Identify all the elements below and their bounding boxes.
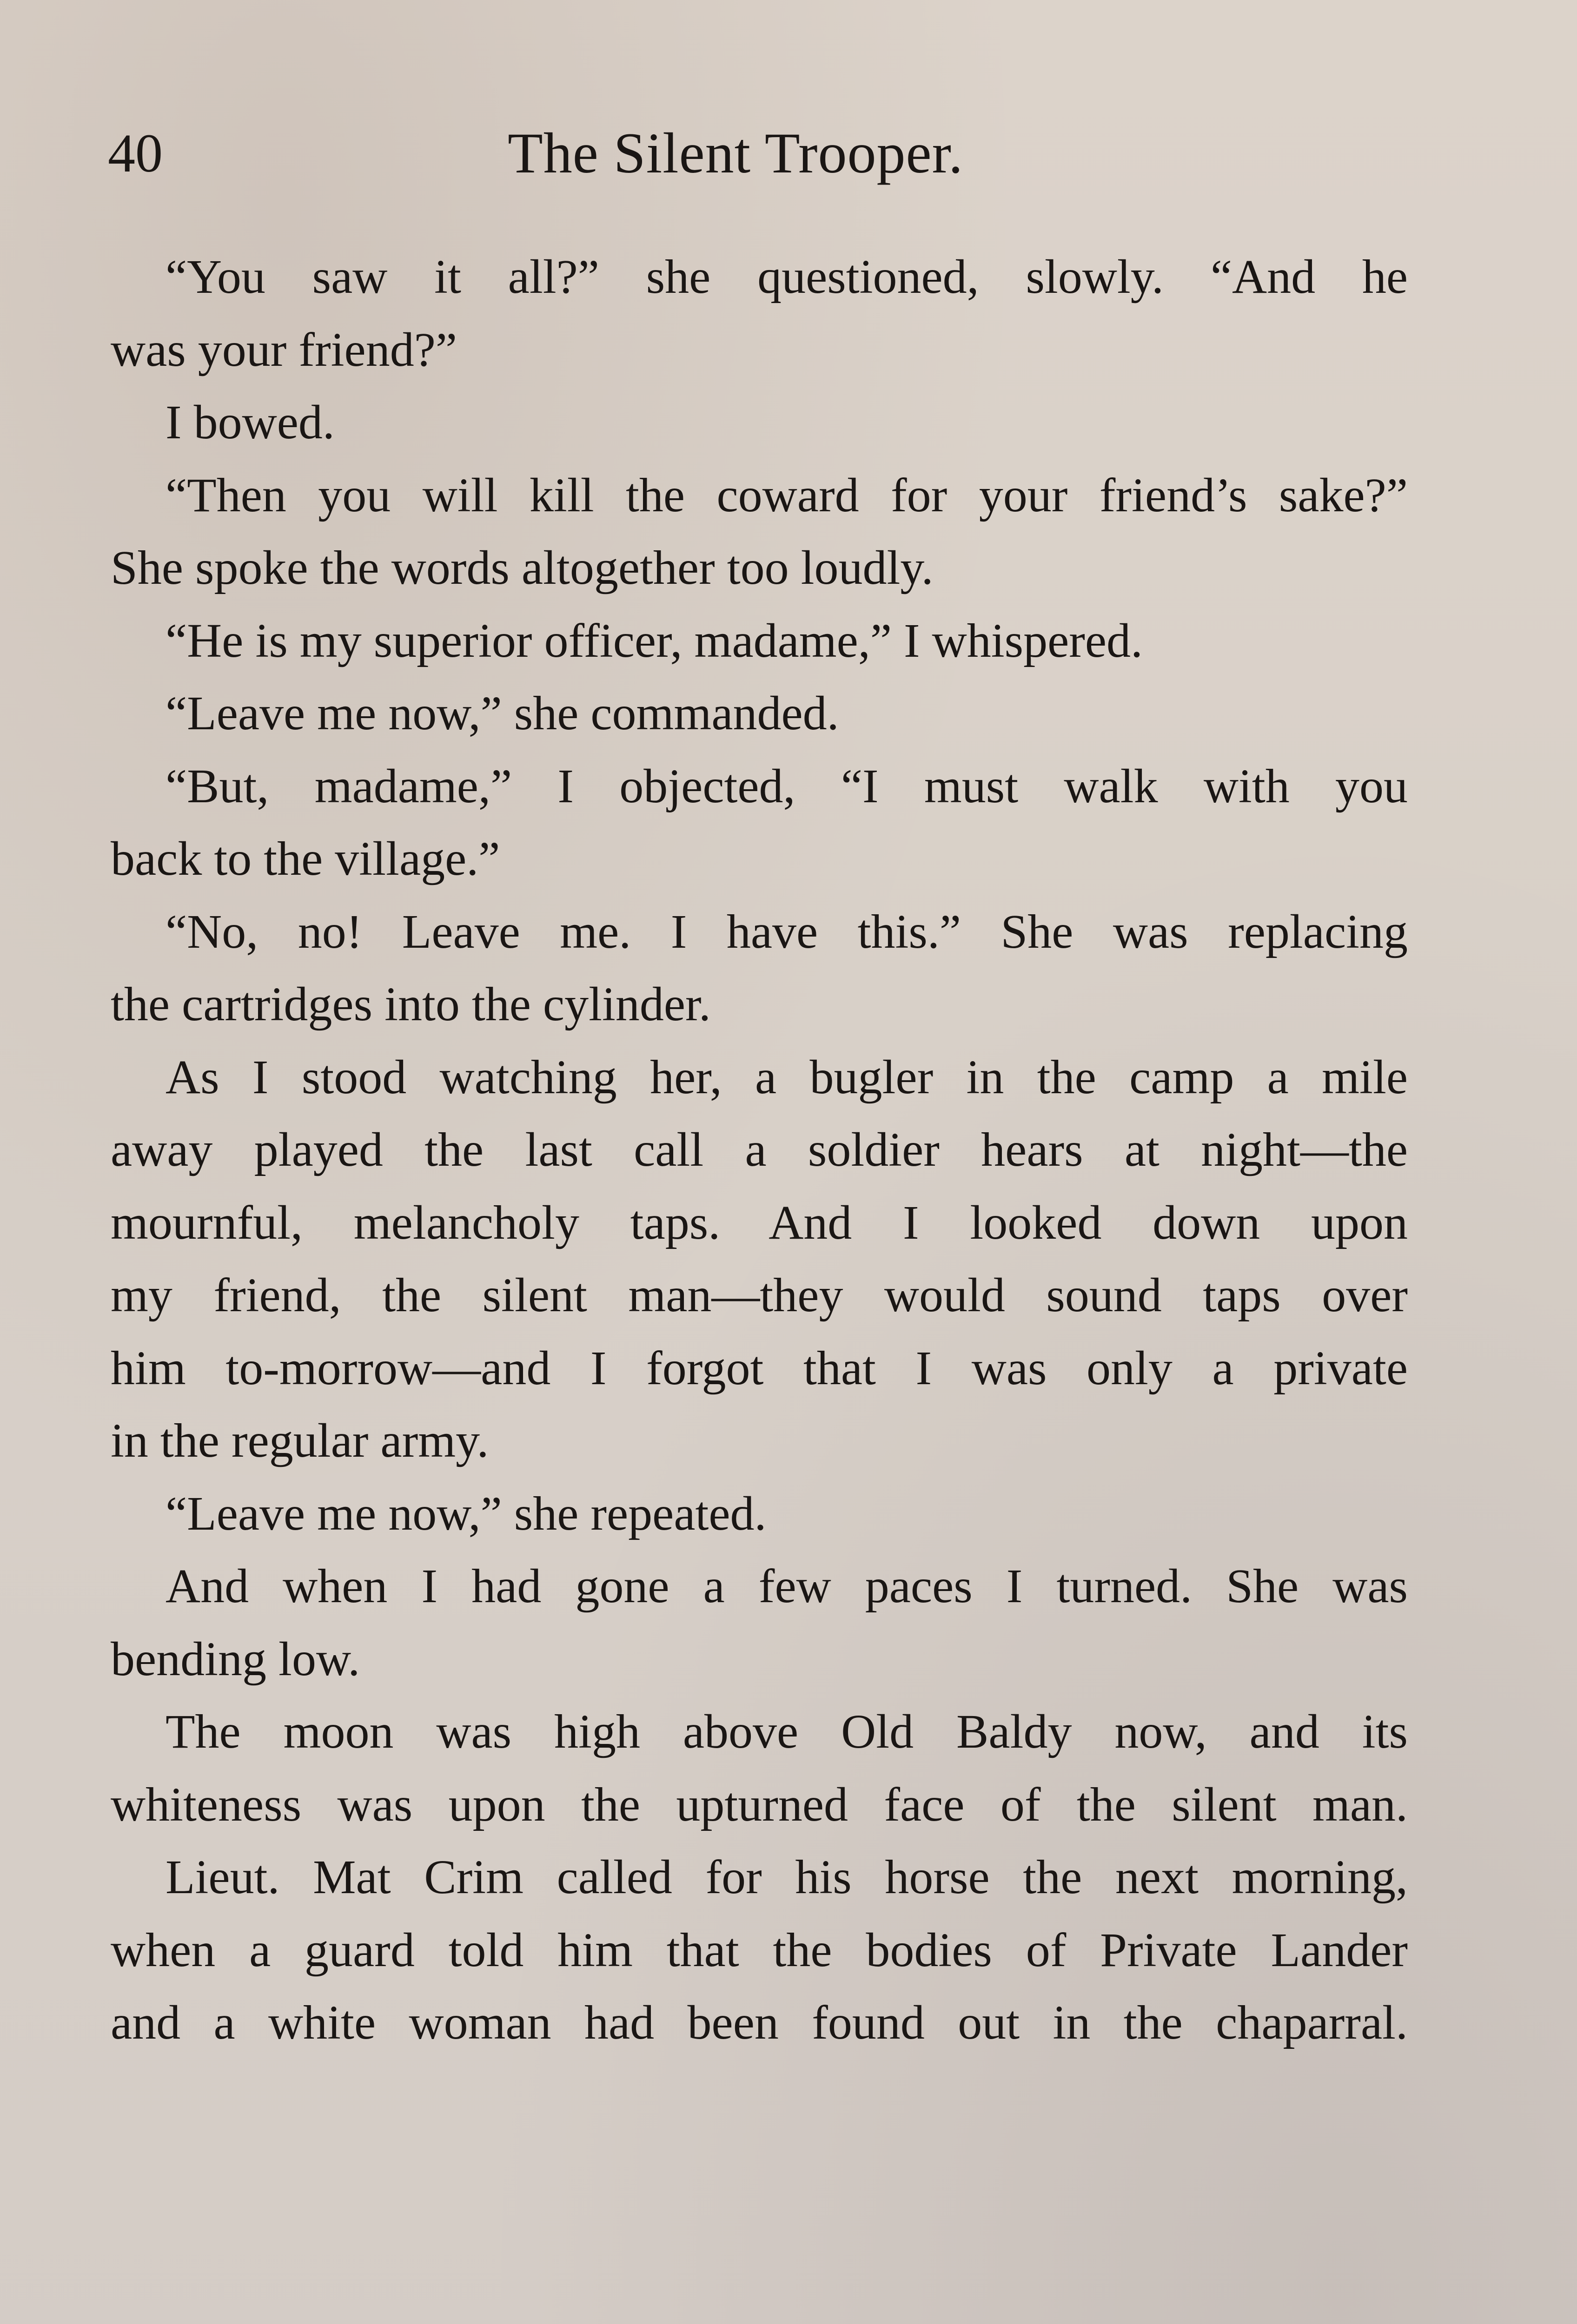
text-line: my friend, the silent man—they would sound taps over — [111, 1268, 1408, 1322]
text-line: “Leave me now,” she commanded. — [166, 687, 839, 740]
text-line: “You saw it all?” she questioned, slowly. “And he — [166, 250, 1408, 304]
text-line: “He is my superior officer, madame,” I whispered. — [166, 614, 1143, 667]
text-line: in the regular army. — [111, 1414, 489, 1467]
text-line: the cartridges into the cylinder. — [111, 977, 711, 1031]
text-line: “Leave me now,” she repeated. — [166, 1486, 767, 1540]
page-header — [108, 116, 1410, 191]
text-line: She spoke the words altogether too loudly. — [111, 541, 934, 594]
text-line: The moon was high above Old Baldy now, and its — [166, 1705, 1408, 1758]
text-line: As I stood watching her, a bugler in the camp a mile — [166, 1050, 1408, 1104]
text-line: I bowed. — [166, 396, 335, 449]
text-line: “But, madame,” I objected, “I must walk with you — [166, 759, 1408, 813]
page-number: 40 — [108, 123, 163, 184]
text-line: when a guard told him that the bodies of Private Lander — [111, 1923, 1408, 1977]
text-line: back to the village.” — [111, 832, 500, 885]
text-line: “Then you will kill the coward for your friend’s sake?” — [166, 468, 1408, 522]
text-line: mournful, melancholy taps. And I looked down upon — [111, 1195, 1408, 1249]
body-text — [111, 241, 1408, 2060]
text-line: away played the last call a soldier hears at night—the — [111, 1123, 1408, 1176]
text-line: And when I had gone a few paces I turned. She was — [166, 1559, 1408, 1613]
text-line: and a white woman had been found out in the chaparral. — [111, 1996, 1408, 2049]
text-line: “No, no! Leave me. I have this.” She was replacing — [166, 905, 1408, 958]
text-line: him to-morrow—and I forgot that I was only a private — [111, 1341, 1408, 1395]
text-line: Lieut. Mat Crim called for his horse the next morning, — [166, 1850, 1408, 1904]
text-line: was your friend?” — [111, 323, 457, 376]
running-title: The Silent Trooper. — [507, 121, 964, 185]
text-line: bending low. — [111, 1632, 360, 1686]
text-line: whiteness was upon the upturned face of the silent man. — [111, 1777, 1408, 1831]
